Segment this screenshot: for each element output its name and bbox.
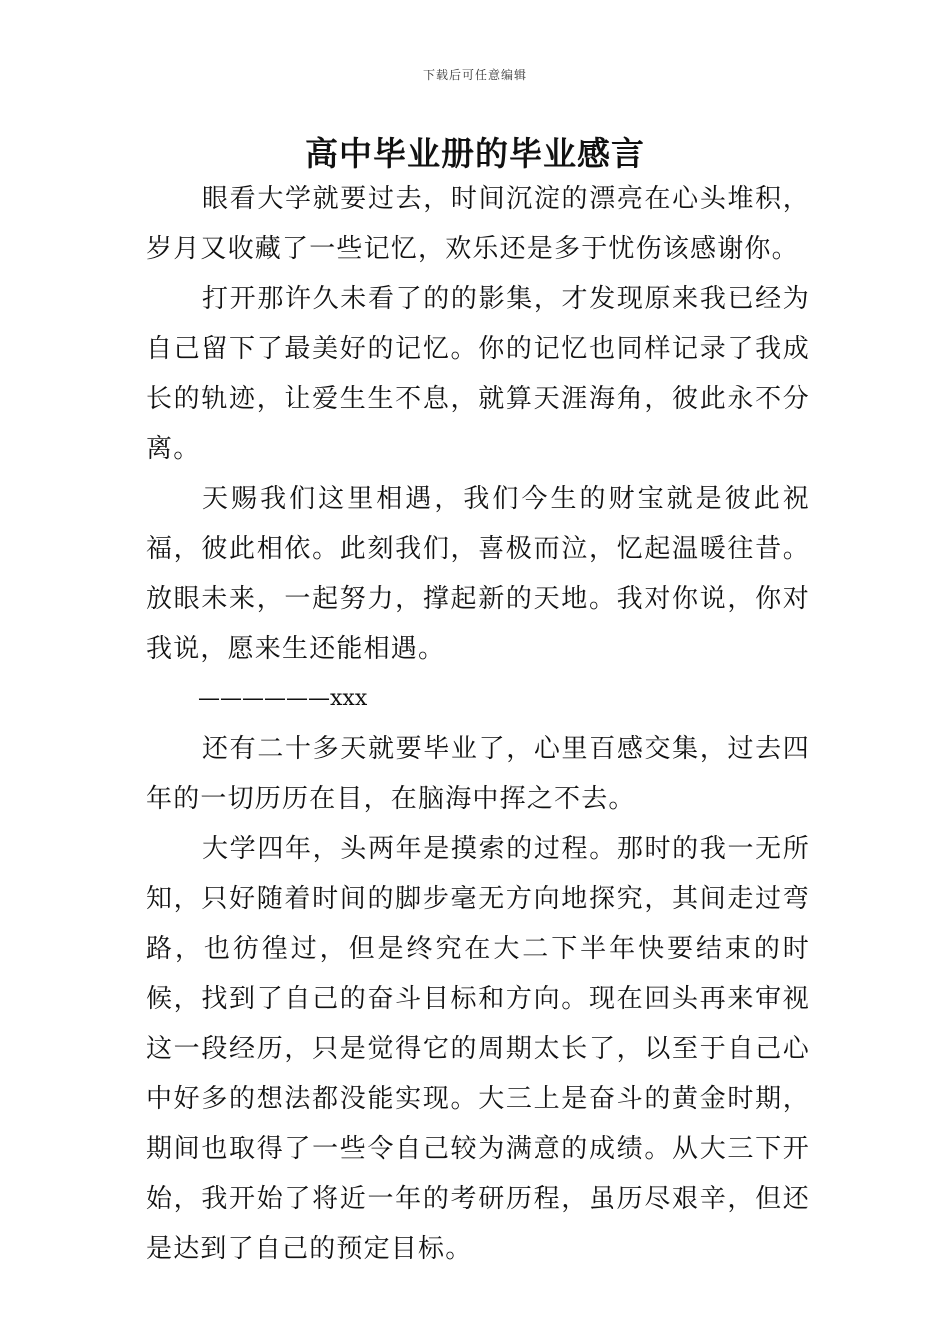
document-title: 高中毕业册的毕业感言 <box>305 134 645 173</box>
paragraph: 眼看大学就要过去，时间沉淀的漂亮在心头堆积，岁月又收藏了一些记忆，欢乐还是多于忧伤该感谢你。 <box>146 184 810 264</box>
paragraph: 打开那许久未看了的的影集，才发现原来我已经为自己留下了最美好的记忆。你的记忆也同样记录了我成长的轨迹，让爱生生不息，就算天涯海角，彼此永不分离。 <box>146 284 810 464</box>
paragraph: 大学四年，头两年是摸索的过程。那时的我一无所知，只好随着时间的脚步毫无方向地探究，其间走过弯路，也彷徨过，但是终究在大二下半年快要结束的时候，找到了自己的奋斗目标和方向。现在回头再来审视这一段经历，只是觉得它的周期太长了，以至于自己心中好多的想法都没能实现。大三上是奋斗的黄金时期，期间也取得了一些令自己较为满意的成绩。从大三下开始，我开始了将近一年的考研历程，虽历尽艰辛，但还是达到了自己的预定目标。 <box>146 834 810 1264</box>
paragraph: 天赐我们这里相遇，我们今生的财宝就是彼此祝福，彼此相依。此刻我们，喜极而泣，忆起温暖往昔。放眼未来，一起努力，撑起新的天地。我对你说，你对我说，愿来生还能相遇。 <box>146 484 810 664</box>
paragraph: 还有二十多天就要毕业了，心里百感交集，过去四年的一切历历在目，在脑海中挥之不去。 <box>146 734 810 814</box>
signature-line: ——————xxx <box>198 686 368 711</box>
header-note: 下载后可任意编辑 <box>422 68 527 82</box>
document-body <box>146 174 810 1274</box>
